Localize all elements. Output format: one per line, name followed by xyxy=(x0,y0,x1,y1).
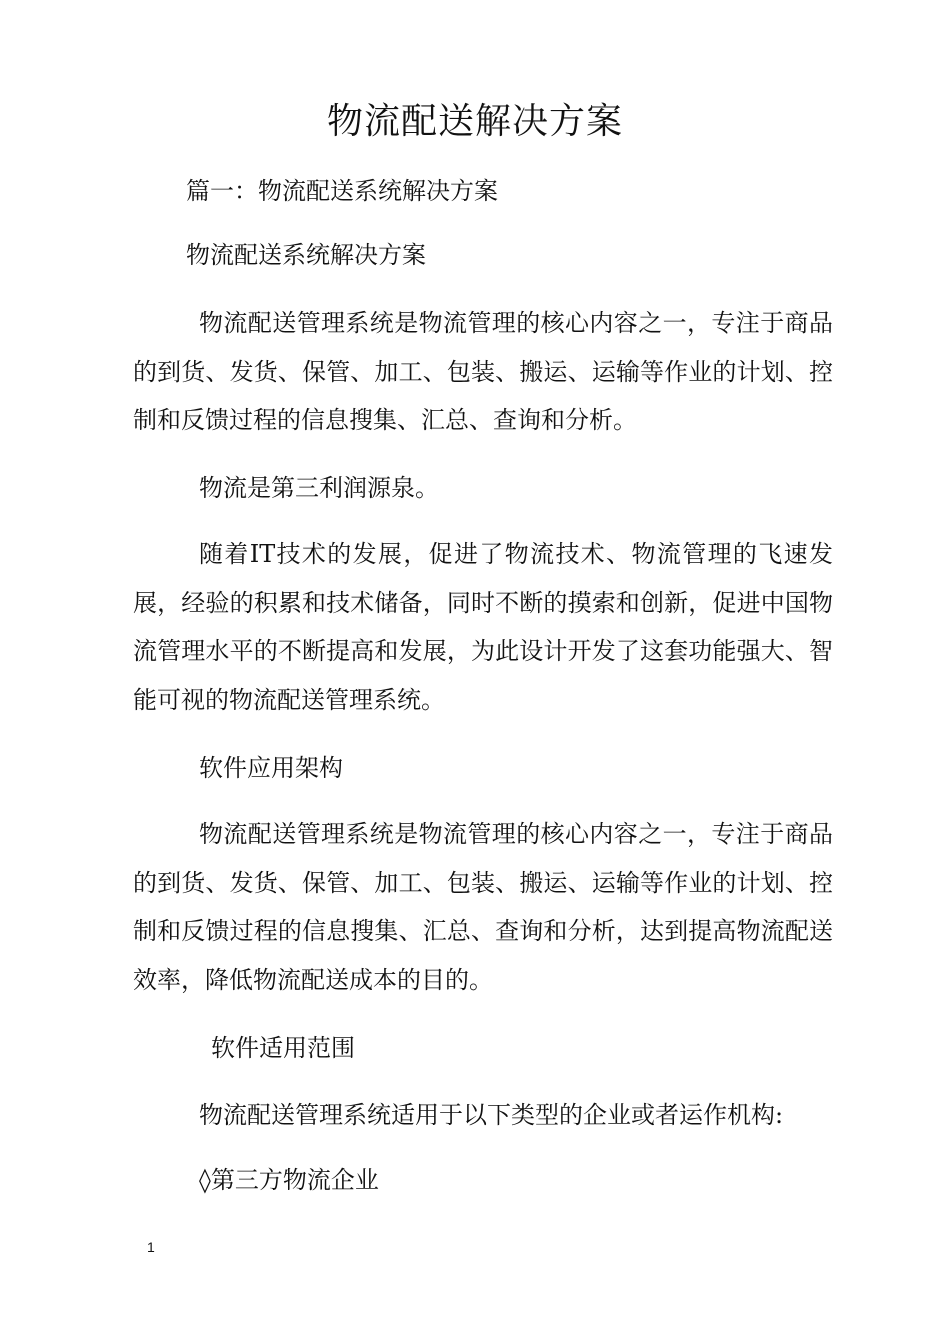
page-number: 1 xyxy=(147,1239,155,1255)
paragraph-architecture: 物流配送管理系统是物流管理的核心内容之一，专注于商品的到货、发货、保管、加工、包装、搬运、运输等作业的计划、控制和反馈过程的信息搜集、汇总、查询和分析，达到提高物流配送效率，降低物流配送成本的目的。 xyxy=(133,820,833,994)
list-item-third-party-logistics: ◊第三方物流企业 xyxy=(199,1166,379,1194)
paragraph-development: 随着IT技术的发展，促进了物流技术、物流管理的飞速发展，经验的积累和技术储备，同时不断的摸索和创新，促进中国物流管理水平的不断提高和发展，为此设计开发了这套功能强大、智能可视的物流配送管理系统。 xyxy=(133,540,833,714)
heading-architecture: 软件应用架构 xyxy=(199,754,343,782)
paragraph-intro: 物流配送管理系统是物流管理的核心内容之一，专注于商品的到货、发货、保管、加工、包装、搬运、运输等作业的计划、控制和反馈过程的信息搜集、汇总、查询和分析。 xyxy=(133,309,833,434)
document-title: 物流配送解决方案 xyxy=(326,101,623,142)
subtitle: 物流配送系统解决方案 xyxy=(186,241,426,269)
heading-scope: 软件适用范围 xyxy=(211,1034,355,1062)
paragraph-profit-source: 物流是第三利润源泉。 xyxy=(199,474,439,502)
section-heading: 篇一：物流配送系统解决方案 xyxy=(186,177,498,205)
paragraph-scope: 物流配送管理系统适用于以下类型的企业或者运作机构: xyxy=(199,1101,784,1129)
